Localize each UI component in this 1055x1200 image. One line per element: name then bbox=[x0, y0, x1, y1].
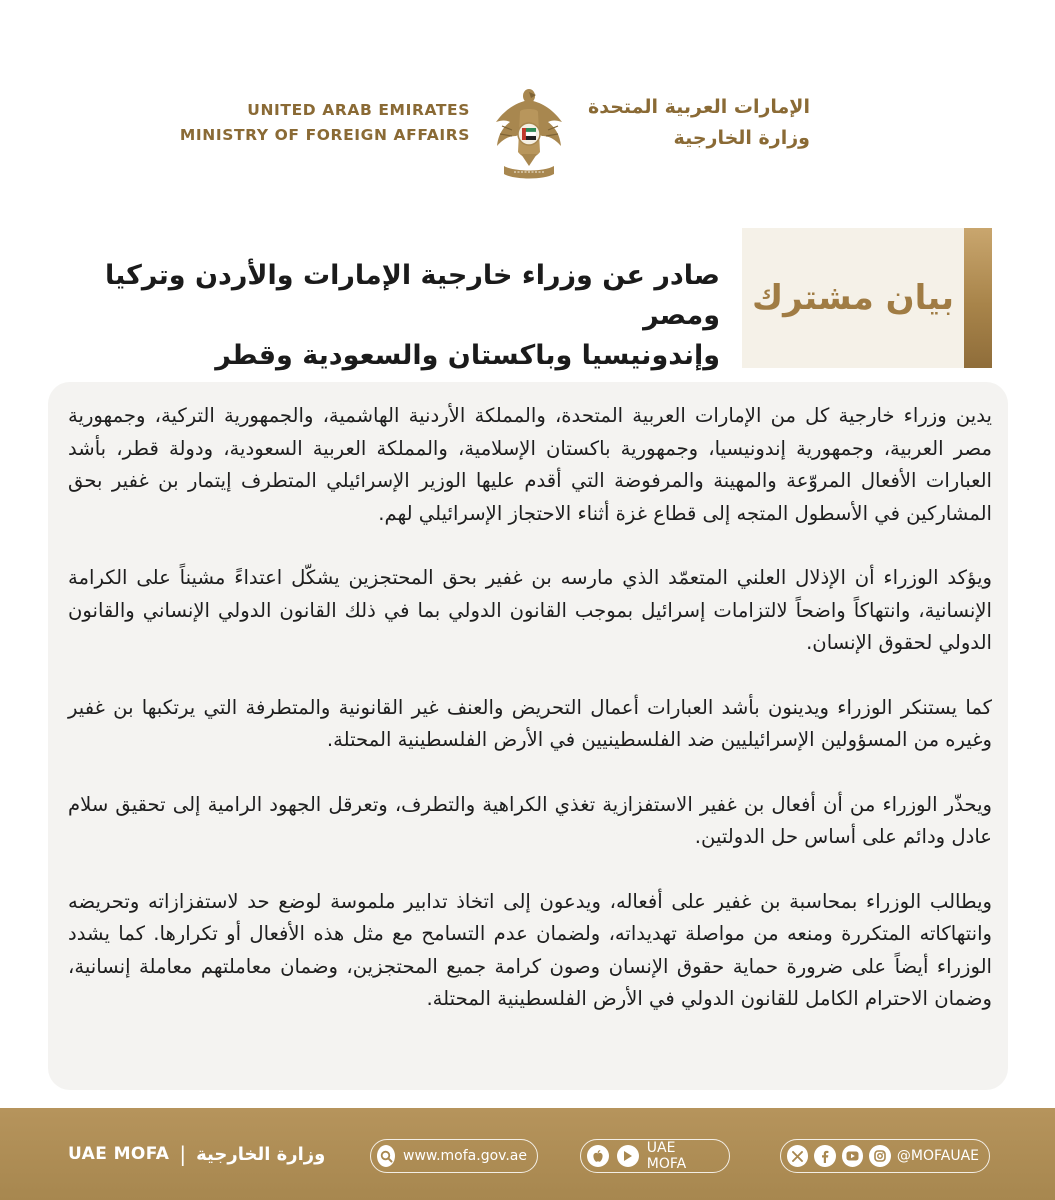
app-label: UAE MOFA bbox=[646, 1140, 687, 1172]
ministry-name-arabic bbox=[588, 92, 810, 154]
uae-falcon-emblem-icon bbox=[488, 82, 570, 182]
footer-brand-separator: | bbox=[179, 1142, 187, 1166]
instagram-icon[interactable] bbox=[869, 1145, 890, 1167]
website-link[interactable] bbox=[370, 1139, 538, 1173]
statement-paragraph-1: يدين وزراء خارجية كل من الإمارات العربية المتحدة، والمملكة الأردنية الهاشمية، والجمهورية التركية، وجمهورية مصر العربية، وجمهورية إندونيسيا، وجمهورية باكستان الإسلامية، والمملكة العربية السعودية، ودولة قطر، بأشد العبارات الأفعال المروّعة والمهينة والمرفوضة التي أقدم عليها الوزير الإسرائيلي المتطرف إيتمار بن غفير بحق المشاركين في الأسطول المتجه إلى قطاع غزة أثناء الاحتجاز الإسرائيلي لهم. bbox=[68, 404, 992, 525]
letterhead bbox=[0, 0, 1055, 200]
statement-paragraph-5: ويطالب الوزراء بمحاسبة بن غفير على أفعاله، ويدعون إلى اتخاذ تدابير ملموسة لوضع حد لاستفزازاته وتحريضه وانتهاكاته المتكررة ومنعه من مواصلة تهديداته، ولضمان عدم التسامح مع مثل هذه الأفعال أو تكرارها. كما يشدد الوزراء أيضاً على ضرورة حماية حقوق الإنسان وصون كرامة جميع المحتجزين، وضمان معاملتهم معاملة إنسانية، وضمان الاحترام الكامل للقانون الدولي في الأرض الفلسطينية المحتلة. bbox=[68, 889, 992, 1010]
statement-paragraph-2: ويؤكد الوزراء أن الإذلال العلني المتعمّد الذي مارسه بن غفير بحق المحتجزين يشكّل اعتداءً مشيناً على الكرامة الإنسانية، وانتهاكاً واضحاً لالتزامات إسرائيل بموجب القانون الدولي بما في ذلك القانون الدولي الإنساني والقانون الدولي لحقوق الإنسان. bbox=[68, 566, 992, 654]
website-url: www.mofa.gov.ae bbox=[403, 1148, 527, 1164]
statement-title-line1: صادر عن وزراء خارجية الإمارات والأردن وتركيا ومصر bbox=[104, 260, 720, 331]
apple-icon[interactable] bbox=[587, 1145, 609, 1167]
ministry-name-arabic-line2: وزارة الخارجية bbox=[673, 127, 810, 149]
youtube-icon[interactable] bbox=[842, 1145, 863, 1167]
ministry-name-english-line2: MINISTRY OF FOREIGN AFFAIRS bbox=[179, 126, 470, 144]
play-store-icon[interactable] bbox=[617, 1145, 639, 1167]
ministry-name-english bbox=[180, 98, 470, 148]
social-handle: @MOFAUAE bbox=[896, 1148, 979, 1164]
x-icon[interactable] bbox=[787, 1145, 808, 1167]
badge-accent-bar bbox=[964, 228, 992, 368]
footer-brand bbox=[68, 1108, 325, 1200]
statement-paragraph-4: ويحذّر الوزراء من أن أفعال بن غفير الاستفزازية تغذي الكراهية والتطرف، وتعرقل الجهود الرامية إلى تحقيق سلام عادل ودائم على أساس حل الدولتين. bbox=[68, 792, 992, 848]
footer-brand-english: UAE MOFA bbox=[68, 1144, 170, 1164]
statement-title-line2: وإندونيسيا وباكستان والسعودية وقطر bbox=[215, 340, 720, 371]
facebook-icon[interactable] bbox=[814, 1145, 835, 1167]
search-icon bbox=[377, 1145, 395, 1167]
footer-bar bbox=[0, 1108, 1055, 1200]
statement-body bbox=[68, 400, 992, 1048]
app-store-links[interactable] bbox=[580, 1139, 730, 1173]
statement-type-badge bbox=[742, 228, 992, 368]
ministry-name-arabic-line1: الإمارات العربية المتحدة bbox=[588, 96, 810, 118]
ministry-name-english-line1: UNITED ARAB EMIRATES bbox=[247, 101, 470, 119]
statement-type-label: بيان مشترك bbox=[751, 278, 955, 318]
social-links[interactable] bbox=[780, 1139, 990, 1173]
footer-brand-arabic: وزارة الخارجية bbox=[196, 1143, 326, 1165]
statement-paragraph-3: كما يستنكر الوزراء ويدينون بأشد العبارات أعمال التحريض والعنف غير القانونية والمتطرفة التي يرتكبها بن غفير وغيره من المسؤولين الإسرائيليين ضد الفلسطينيين في الأرض الفلسطينية المحتلة. bbox=[68, 695, 992, 751]
statement-title bbox=[60, 256, 720, 376]
